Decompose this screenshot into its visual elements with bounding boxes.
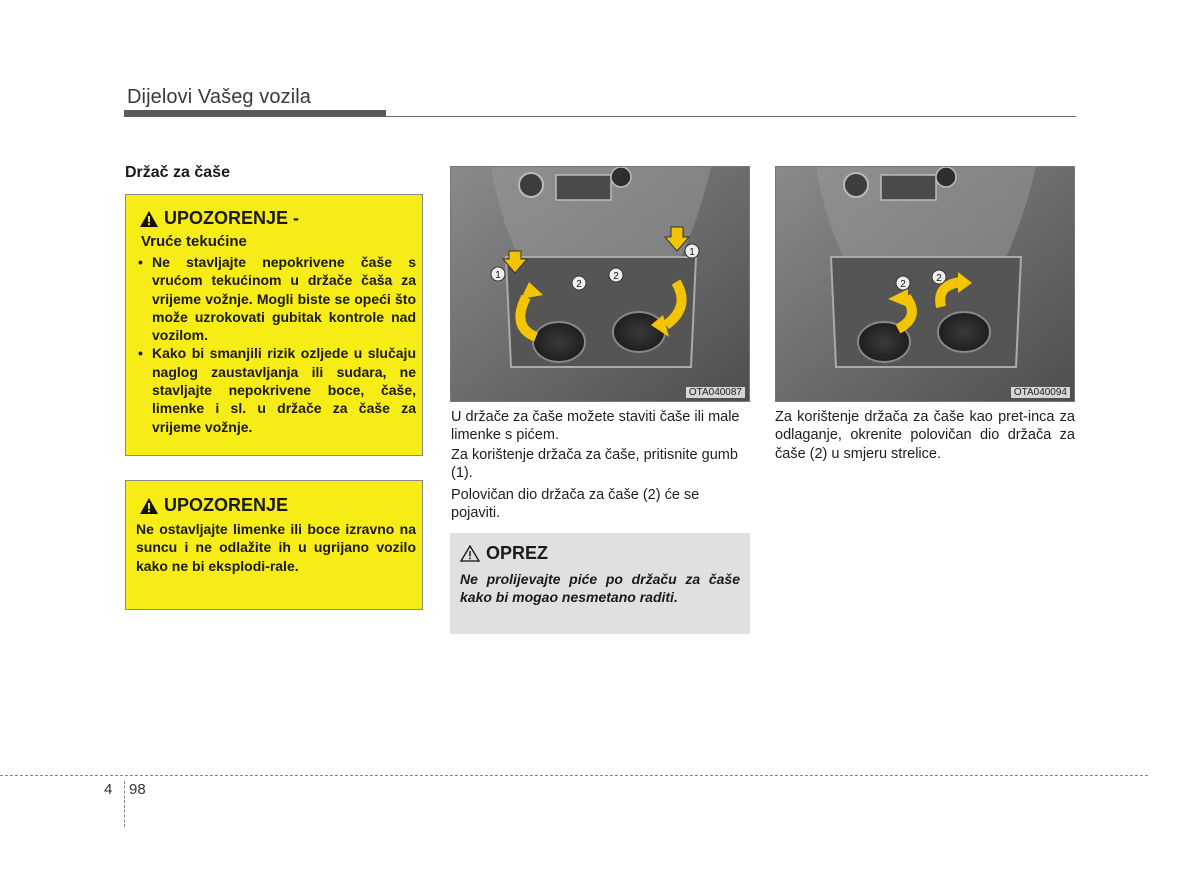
header-bar: [124, 110, 386, 117]
figure-code: OTA040094: [1011, 387, 1070, 398]
warning-box-hot-liquids: [125, 194, 423, 456]
warning-body: Ne ostavljajte limenke ili boce izravno na suncu i ne odlažite ih u ugrijano vozilo kako ne bi eksplodi-rale.: [136, 521, 416, 574]
warning-box-sun: [125, 480, 423, 610]
cup-holder-figure-2: [775, 166, 1075, 402]
caution-heading: [460, 543, 548, 564]
caution-body: Ne prolijevajte piće po držaču za čaše kako bi mogao nesmetano raditi.: [460, 571, 740, 606]
warning-subheading: Vruće tekućine: [141, 233, 247, 250]
paragraph-half-appears: Polovičan dio držača za čaše (2) će se pojaviti.: [451, 487, 700, 522]
cup-holder-illustration-1: [451, 167, 749, 401]
callout-label: 2: [900, 279, 906, 290]
page-header-title: Dijelovi Vašeg vozila: [127, 86, 312, 108]
caution-heading-text: OPREZ: [486, 543, 549, 563]
paragraph-press-button: Za korištenje držača za čaše, pritisnite gumb (1).: [451, 447, 738, 482]
footer-rule: [0, 775, 1148, 776]
caution-box: [450, 533, 750, 634]
header-rule: [386, 116, 1076, 117]
footer-divider: [124, 781, 125, 827]
warning-heading-text: UPOZORENJE: [164, 495, 289, 515]
warning-heading: [140, 208, 299, 229]
cup-holder-figure-1: [450, 166, 750, 402]
warning-list-item: • Ne stavljajte nepokrivene čaše s vrućom tekućinom u držače čaša za vrijeme vožnje. Mogli biste se opeći što može uzrokovati gubitak kontrole nad vozilom.: [136, 253, 416, 344]
warning-list: [136, 253, 416, 436]
warning-icon: [140, 211, 158, 227]
callout-label: 1: [689, 247, 695, 258]
callout-label: 1: [495, 270, 501, 281]
section-title: Držač za čaše: [125, 164, 230, 181]
warning-heading-text: UPOZORENJE -: [164, 208, 300, 228]
paragraph-intro: U držače za čaše možete staviti čaše ili male limenke s pićem.: [451, 409, 740, 444]
callout-label: 2: [613, 271, 619, 282]
paragraph-storage: Za korištenje držača za čaše kao pret-inca za odlaganje, okrenite polovičan dio držača za čaše (2) u smjeru strelice.: [775, 409, 1075, 462]
warning-heading: [140, 495, 288, 516]
figure-code: OTA040087: [686, 387, 745, 398]
callout-label: 2: [576, 279, 582, 290]
warning-list-item: • Kako bi smanjili rizik ozljede u slučaju naglog zaustavljanja ili sudara, ne stavljajte nepokrivene boce, čaše, limenke i sl. u držače za čaše za vrijeme vožnje.: [136, 344, 416, 435]
warning-icon: [140, 498, 158, 514]
chapter-number: 4: [104, 781, 113, 798]
page-number: 98: [129, 781, 146, 798]
callout-label: 2: [936, 273, 942, 284]
cup-holder-illustration-2: [776, 167, 1074, 401]
caution-icon: [460, 545, 480, 562]
